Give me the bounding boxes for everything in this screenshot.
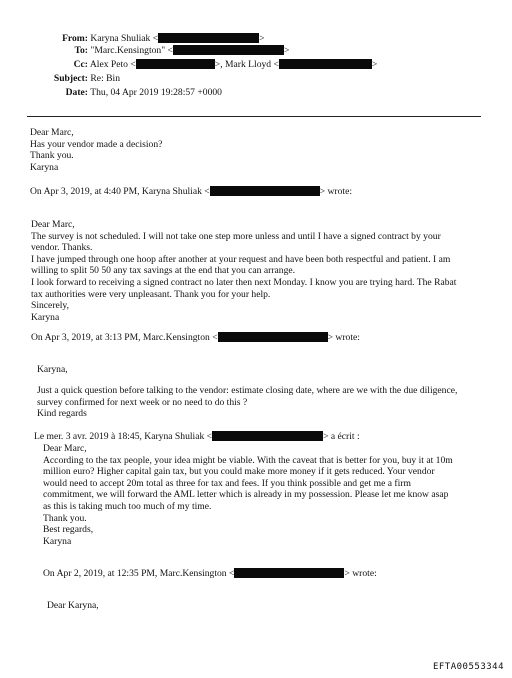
redaction-bar [173,45,284,55]
quote-line: Kind regards [37,408,87,420]
body-line: Dear Marc, [30,127,74,138]
from-label: From: [62,33,88,44]
quote-intro [43,568,377,580]
quote-line: willing to split 50 50 any tax savings at the end that you can arrange. [31,265,296,277]
redaction-bar [218,332,328,342]
to-row [48,45,289,57]
quote-intro-text: On Apr 3, 2019, at 3:13 PM, Marc.Kensington < [31,332,218,343]
cc-label: Cc: [73,59,88,70]
body-line: Thank you. [30,150,74,162]
quote-line: The survey is not scheduled. I will not take one step more unless and until I have a signed contract by your [31,230,441,242]
redaction-bar [136,59,215,69]
to-label: To: [74,45,88,56]
from-end: > [259,33,265,44]
to-end: > [283,45,290,56]
cc-row [48,59,377,71]
body-line: Has your vendor made a decision? [30,138,163,150]
date-value: Thu, 04 Apr 2019 19:28:57 +0000 [90,87,222,98]
subject-value: Re: Bin [90,73,120,84]
message-body [30,127,162,173]
quoted-message [37,385,457,420]
quote-line: Dear Marc, [31,219,75,230]
quote-salutation: Dear Karyna, [47,600,99,611]
quote-line: million euro? Higher capital gain tax, but you could make more money if it gets reduced. Your vendor [43,466,435,478]
quoted-message [31,219,456,323]
quote-line: survey confirmed for next week or no need to do this ? [37,396,248,408]
quote-line: Just a quick question before talking to the vendor: estimate closing date, where are we with the due diligence, [37,385,458,396]
quote-line: I look forward to receiving a signed contract no later then next Monday. I know you are trying hard. The Rabat [31,276,457,288]
quote-intro [30,186,352,198]
date-label: Date: [65,87,88,98]
quote-line: would need to accept 20m total as three for tax and fees. If you think possible and get me a firm [43,477,411,489]
quote-line: According to the tax people, your idea might be viable. With the caveat that is better for you, buy it at 10m [43,454,453,466]
quote-intro-text: On Apr 2, 2019, at 12:35 PM, Marc.Kensington < [43,568,235,579]
body-line: Karyna [30,161,59,173]
subject-label: Subject: [53,73,88,84]
quote-intro-end: > wrote: [319,186,353,197]
document-id: EFTA00553344 [432,662,504,672]
redaction-bar [234,568,344,578]
cc-value: Alex Peto < [89,59,136,70]
quote-line: Karyna [43,535,72,547]
quote-intro [31,332,360,344]
cc-end: > [371,59,378,70]
quote-intro [34,431,360,443]
header-divider [27,116,481,117]
quote-line: tax authorities were very unpleasant. Thank you for your help. [31,288,271,300]
cc-mid: >, Mark Lloyd < [214,59,279,70]
redaction-bar [210,186,320,196]
quote-intro-text: On Apr 3, 2019, at 4:40 PM, Karyna Shuliak < [30,186,210,197]
quote-line: Best regards, [43,524,94,536]
quote-intro-text: Le mer. 3 avr. 2019 à 18:45, Karyna Shuliak < [34,431,213,442]
date-row [48,87,222,99]
from-value: Karyna Shuliak < [90,33,159,44]
quote-salutation: Karyna, [37,364,68,375]
quote-line: commitment, we will forward the AML letter which is already in my possession. Please let me know asap [43,489,449,501]
quoted-message [43,443,453,547]
quote-line: I have jumped through one hoop after another at your request and have been both respectful and patient. I am [31,253,451,265]
quote-line: Thank you. [43,512,87,524]
from-row [48,33,265,45]
quote-line: vendor. Thanks. [31,242,93,254]
quote-intro-end: > wrote: [327,332,360,343]
to-value: "Marc.Kensington" < [90,45,173,56]
quote-intro-end: > a écrit : [323,431,360,442]
quote-line: as this is taking much too much of my time. [43,500,212,512]
redaction-bar [212,431,323,441]
quote-intro-end: > wrote: [344,568,377,579]
redaction-bar [279,59,372,69]
quote-line: Dear Marc, [43,443,87,454]
quote-line: Sincerely, [31,300,70,312]
redaction-bar [158,33,259,43]
subject-row [48,73,120,85]
quote-line: Karyna [31,311,60,323]
